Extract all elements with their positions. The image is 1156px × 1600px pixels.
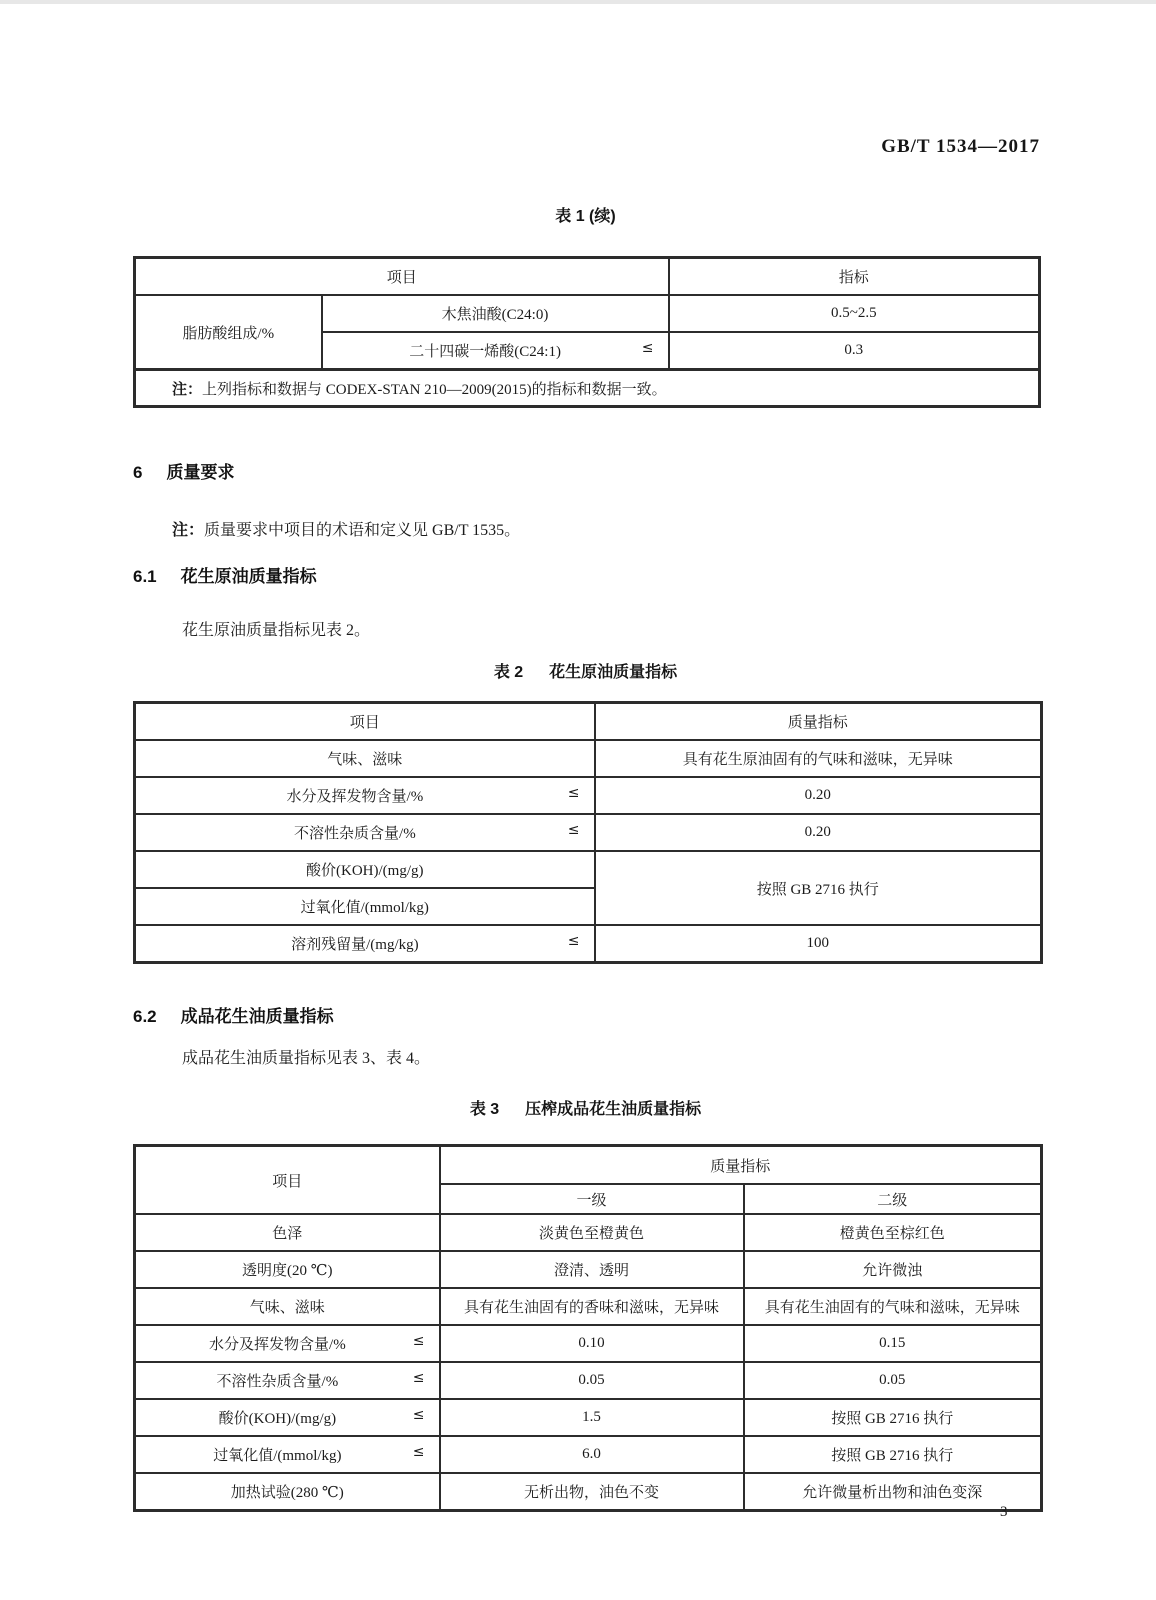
item-label: 透明度(20 ℃): [241, 1263, 333, 1279]
table1-header-row: [135, 258, 1040, 296]
table-row: [135, 295, 1040, 332]
table3-grade2-value: 0.05: [744, 1362, 1042, 1399]
less-equal-symbol: ≤: [641, 340, 654, 356]
table3-grade1-value: 澄清、透明: [440, 1251, 744, 1288]
table3-header-group: 质量指标: [440, 1146, 1042, 1185]
table3-header-item: 项目: [135, 1146, 440, 1215]
table2-item: [135, 814, 595, 851]
table3-grade1-value: 无析出物，油色不变: [440, 1473, 744, 1511]
table-row: [135, 814, 1042, 851]
section-6-heading: [133, 458, 234, 483]
table-row: [135, 777, 1042, 814]
table3-grade2-value: 允许微量析出物和油色变深: [744, 1473, 1042, 1511]
item-label: 酸价(KOH)/(mg/g): [218, 1411, 337, 1427]
table1-value: 0.3: [669, 332, 1040, 370]
page-number: 3: [1000, 1504, 1008, 1520]
table2-header-item: 项目: [135, 703, 595, 741]
standard-number: GB/T 1534—2017: [881, 136, 1040, 157]
note-label: 注：: [172, 522, 205, 539]
table1-item: [322, 295, 669, 332]
table-row: [135, 1251, 1042, 1288]
table3-grade1-value: 具有花生油固有的香味和滋味，无异味: [440, 1288, 744, 1325]
table2-value: 0.20: [595, 777, 1042, 814]
table3-header-grade1: 一级: [440, 1184, 744, 1214]
item-label: 二十四碳一烯酸(C24:1): [409, 344, 561, 360]
section-title: 质量要求: [166, 463, 235, 482]
table2-item: [135, 851, 595, 888]
table1: [133, 256, 1041, 408]
less-equal-symbol: ≤: [567, 933, 580, 949]
table3-grade2-value: 按照 GB 2716 执行: [744, 1399, 1042, 1436]
note-text: 上列指标和数据与 CODEX-STAN 210—2009(2015)的指标和数据一致。: [202, 381, 667, 398]
table3-item: [135, 1399, 440, 1436]
table3-grade2-value: 按照 GB 2716 执行: [744, 1436, 1042, 1473]
table3-item: [135, 1214, 440, 1251]
section-title: 花生原油质量指标: [180, 567, 317, 586]
table-row: [135, 1362, 1042, 1399]
table2-merged-value: 按照 GB 2716 执行: [595, 851, 1042, 925]
item-label: 水分及挥发物含量/%: [286, 789, 424, 805]
less-equal-symbol: ≤: [567, 785, 580, 801]
table2: [133, 701, 1043, 964]
table3-item: [135, 1325, 440, 1362]
note-text: 质量要求中项目的术语和定义见 GB/T 1535。: [204, 522, 521, 539]
table-row: [135, 1436, 1042, 1473]
table3-header-row: [135, 1146, 1042, 1185]
table3-grade1-value: 0.05: [440, 1362, 744, 1399]
item-label: 不溶性杂质含量/%: [216, 1374, 339, 1390]
less-equal-symbol: ≤: [412, 1407, 425, 1423]
table3: [133, 1144, 1043, 1512]
table1-item: [322, 332, 669, 370]
less-equal-symbol: ≤: [412, 1444, 425, 1460]
table-row: [135, 925, 1042, 963]
table3-item: [135, 1251, 440, 1288]
table3-item: [135, 1473, 440, 1511]
table3-item: [135, 1436, 440, 1473]
item-label: 色泽: [272, 1226, 303, 1242]
table-row: [135, 1288, 1042, 1325]
table1-header-value: 指标: [669, 258, 1040, 296]
table1-note-row: [135, 370, 1040, 407]
item-label: 过氧化值/(mmol/kg): [213, 1448, 342, 1464]
less-equal-symbol: ≤: [567, 822, 580, 838]
table-label: 表 3: [469, 1101, 500, 1118]
table-row: [135, 1214, 1042, 1251]
section-6-2-paragraph: 成品花生油质量指标见表 3、表 4。: [182, 1050, 431, 1067]
table2-value: 具有花生原油固有的气味和滋味，无异味: [595, 740, 1042, 777]
table2-item: [135, 888, 595, 925]
table3-grade1-value: 1.5: [440, 1399, 744, 1436]
section-number: 6: [133, 463, 143, 482]
section-number: 6.1: [133, 567, 157, 586]
table3-grade2-value: 0.15: [744, 1325, 1042, 1362]
table2-value: 100: [595, 925, 1042, 963]
item-label: 木焦油酸(C24:0): [441, 307, 549, 323]
table3-grade2-value: 允许微浊: [744, 1251, 1042, 1288]
table1-header-item: 项目: [135, 258, 669, 296]
note-label: 注：: [172, 381, 203, 398]
table-row: [135, 1325, 1042, 1362]
item-label: 气味、滋味: [249, 1300, 325, 1316]
section-6-1-heading: [133, 562, 317, 587]
item-label: 不溶性杂质含量/%: [294, 826, 416, 842]
table2-title: [133, 659, 1038, 682]
table2-header-value: 质量指标: [595, 703, 1042, 741]
table-title-text: 压榨成品花生油质量指标: [525, 1101, 702, 1118]
scan-edge-artifact: [0, 0, 1156, 4]
section-6-note: [172, 517, 520, 540]
item-label: 加热试验(280 ℃): [230, 1485, 344, 1501]
table1-note: [135, 370, 1040, 407]
table2-item: [135, 740, 595, 777]
section-title: 成品花生油质量指标: [180, 1007, 334, 1026]
table3-title: [133, 1096, 1038, 1119]
table-title-text: 花生原油质量指标: [549, 664, 678, 681]
item-label: 酸价(KOH)/(mg/g): [306, 863, 424, 879]
table3-grade2-value: 橙黄色至棕红色: [744, 1214, 1042, 1251]
table1-value: 0.5~2.5: [669, 295, 1040, 332]
section-6-2-heading: [133, 1002, 334, 1027]
table3-grade1-value: 0.10: [440, 1325, 744, 1362]
table2-value: 0.20: [595, 814, 1042, 851]
section-number: 6.2: [133, 1007, 157, 1026]
table2-header-row: [135, 703, 1042, 741]
table-row: [135, 740, 1042, 777]
table1-title: 表 1 (续): [555, 208, 616, 225]
item-label: 水分及挥发物含量/%: [209, 1337, 346, 1353]
table3-header-grade2: 二级: [744, 1184, 1042, 1214]
less-equal-symbol: ≤: [412, 1370, 425, 1386]
table3-item: [135, 1288, 440, 1325]
table-row: [135, 851, 1042, 888]
table2-item: [135, 777, 595, 814]
item-label: 过氧化值/(mmol/kg): [300, 900, 429, 916]
less-equal-symbol: ≤: [412, 1333, 425, 1349]
table2-item: [135, 925, 595, 963]
table3-item: [135, 1362, 440, 1399]
item-label: 溶剂残留量/(mg/kg): [291, 937, 419, 953]
table3-grade2-value: 具有花生油固有的气味和滋味，无异味: [744, 1288, 1042, 1325]
table-row: [135, 1399, 1042, 1436]
table-row: [135, 1473, 1042, 1511]
table3-grade1-value: 淡黄色至橙黄色: [440, 1214, 744, 1251]
table-label: 表 2: [493, 664, 524, 681]
table3-grade1-value: 6.0: [440, 1436, 744, 1473]
section-6-1-paragraph: 花生原油质量指标见表 2。: [182, 622, 371, 639]
table1-group-label: 脂肪酸组成/%: [135, 295, 322, 370]
item-label: 气味、滋味: [327, 752, 403, 768]
